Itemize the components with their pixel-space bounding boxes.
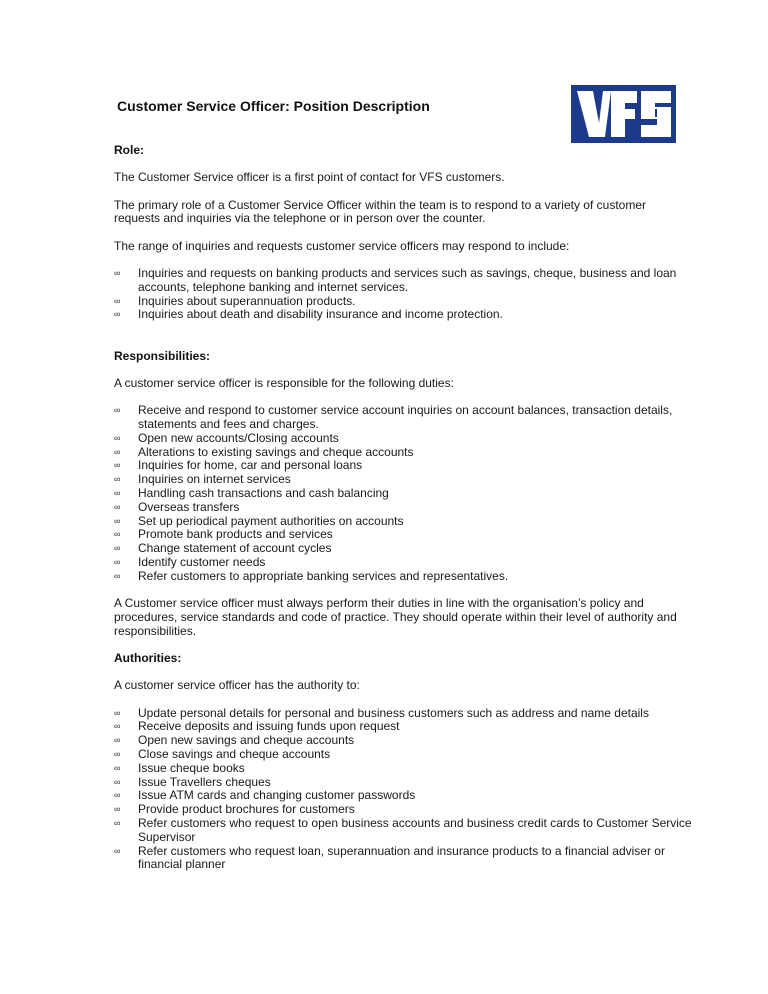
list-item: ∞ Inquiries and requests on banking products and services such as savings, cheque, business and loan accounts, telephone banking and internet services. [114, 265, 677, 294]
list-item: ∞ Refer customers to appropriate banking services and representatives. [114, 568, 509, 583]
infinity-bullet-icon: ∞ [114, 432, 121, 443]
role-heading: Role: [114, 143, 144, 157]
vfs-logo [571, 85, 676, 143]
infinity-bullet-icon: ∞ [114, 790, 121, 801]
authorities-list [114, 707, 694, 873]
list-item: ∞ Overseas transfers [114, 499, 240, 514]
role-paragraph-3: The range of inquiries and requests customer service officers may respond to include: [114, 238, 570, 253]
responsibilities-closing: A Customer service officer must always perform their duties in line with the organisation’s policy and procedures, service standards and code of practice. They should operate within their level of authority and responsibilities. [114, 596, 677, 638]
infinity-bullet-icon: ∞ [114, 707, 121, 718]
list-item: ∞ Receive and respond to customer service account inquiries on account balances, transaction details, statements and fees and charges. [114, 403, 673, 432]
infinity-bullet-icon: ∞ [114, 557, 121, 568]
list-item: ∞ Open new accounts/Closing accounts [114, 430, 339, 445]
infinity-bullet-icon: ∞ [114, 488, 121, 499]
list-item: ∞ Update personal details for personal and business customers such as address and name details [114, 705, 649, 720]
list-item: ∞ Provide product brochures for customers [114, 802, 355, 817]
document-body [114, 144, 694, 886]
responsibilities-list [114, 404, 694, 583]
infinity-bullet-icon: ∞ [114, 817, 121, 828]
authorities-heading: Authorities: [114, 651, 182, 666]
list-item: ∞ Set up periodical payment authorities on accounts [114, 513, 404, 528]
infinity-bullet-icon: ∞ [114, 267, 121, 278]
infinity-bullet-icon: ∞ [114, 474, 121, 485]
list-item: ∞ Open new savings and cheque accounts [114, 733, 355, 748]
infinity-bullet-icon: ∞ [114, 309, 121, 320]
infinity-bullet-icon: ∞ [114, 405, 121, 416]
infinity-bullet-icon: ∞ [114, 295, 121, 306]
infinity-bullet-icon: ∞ [114, 501, 121, 512]
spacer [114, 336, 694, 350]
list-item: ∞ Issue Travellers cheques [114, 774, 271, 789]
list-item: ∞ Alterations to existing savings and cheque accounts [114, 444, 414, 459]
list-item: ∞ Inquiries on internet services [114, 472, 291, 487]
role-inquiry-list [114, 267, 694, 322]
list-item: ∞ Identify customer needs [114, 555, 266, 570]
infinity-bullet-icon: ∞ [114, 721, 121, 732]
list-item: ∞ Promote bank products and services [114, 527, 333, 542]
infinity-bullet-icon: ∞ [114, 762, 121, 773]
responsibilities-intro: A customer service officer is responsible for the following duties: [114, 375, 454, 390]
list-item: ∞ Inquiries about superannuation products. [114, 293, 356, 308]
list-item: ∞ Close savings and cheque accounts [114, 747, 331, 761]
infinity-bullet-icon: ∞ [114, 804, 121, 815]
document-title: Customer Service Officer: Position Description [117, 98, 430, 114]
infinity-bullet-icon: ∞ [114, 543, 121, 554]
list-item: ∞ Inquiries about death and disability insurance and income protection. [114, 307, 503, 322]
list-item: ∞ Receive deposits and issuing funds upon request [114, 719, 400, 734]
role-paragraph-2: The primary role of a Customer Service Officer within the team is to respond to a variety of customer requests and inquiries via the telephone or in person over the counter. [114, 197, 646, 226]
list-item: ∞ Refer customers who request loan, superannuation and insurance products to a financial adviser or financial planner [114, 843, 665, 872]
list-item: ∞ Refer customers who request to open business accounts and business credit cards to Customer Service Supervisor [114, 815, 692, 844]
list-item: ∞ Change statement of account cycles [114, 541, 332, 556]
infinity-bullet-icon: ∞ [114, 776, 121, 787]
infinity-bullet-icon: ∞ [114, 570, 121, 581]
infinity-bullet-icon: ∞ [114, 529, 121, 540]
list-item: ∞ Inquiries for home, car and personal loans [114, 458, 363, 473]
infinity-bullet-icon: ∞ [114, 515, 121, 526]
infinity-bullet-icon: ∞ [114, 460, 121, 471]
infinity-bullet-icon: ∞ [114, 845, 121, 856]
authorities-intro: A customer service officer has the authority to: [114, 678, 360, 693]
list-item: ∞ Handling cash transactions and cash balancing [114, 486, 389, 501]
infinity-bullet-icon: ∞ [114, 735, 121, 746]
role-paragraph-1: The Customer Service officer is a first point of contact for VFS customers. [114, 170, 505, 185]
vfs-logo-icon [571, 85, 676, 143]
infinity-bullet-icon: ∞ [114, 446, 121, 457]
list-item: ∞ Issue cheque books [114, 760, 245, 775]
responsibilities-heading: Responsibilities: [114, 348, 211, 363]
infinity-bullet-icon: ∞ [114, 749, 121, 759]
list-item: ∞ Issue ATM cards and changing customer passwords [114, 788, 416, 803]
